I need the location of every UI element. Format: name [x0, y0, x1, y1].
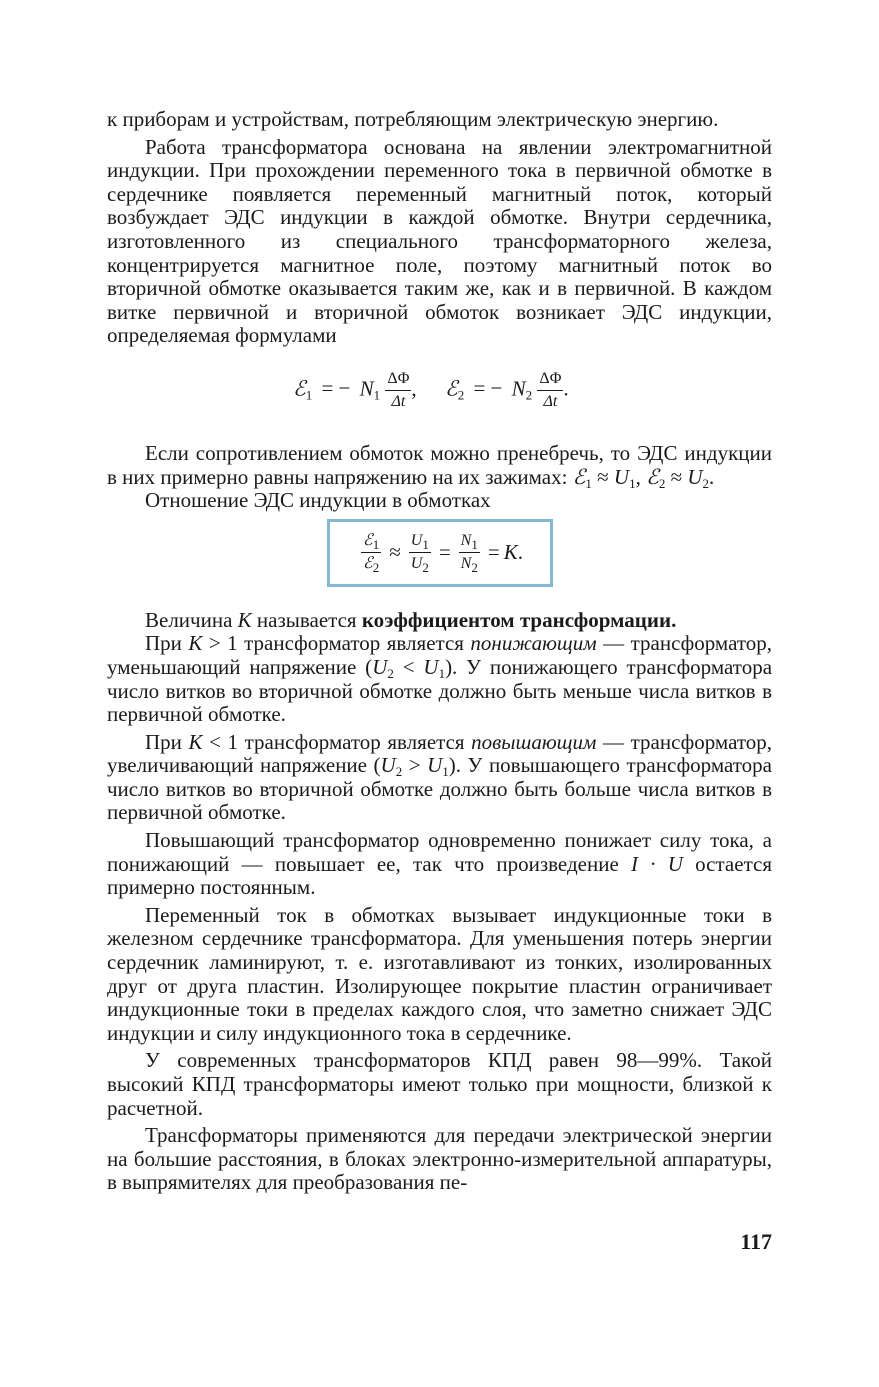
paragraph-4: Величина K называется коэффициентом трансформации. [145, 607, 677, 632]
fraction-dphi-dt-1: $\frac{\Delta\Phi}{\Delta t}$ [387, 369, 410, 410]
fraction-dphi-dt-2: $\frac{\Delta\Phi}{\Delta t}$ [539, 369, 562, 410]
paragraph-6: При K < 1 трансформатор является повышающим — трансформатор, увеличивающий напряжение $(U_2 > U_1)$. У повышающего трансформатора число витков во вторичной обмотке должно быть больше числа витков в первичной обмотке. [107, 729, 773, 825]
paragraph-3: Отношение ЭДС индукции в обмотках [145, 488, 491, 513]
page-number: 117 [740, 1229, 772, 1254]
ratio-formula-block [107, 519, 772, 591]
paragraph-0: к приборам и устройствам, потребляющим электрическую энергию. [107, 107, 719, 131]
paragraph-2: Если сопротивлением обмоток можно пренебречь, то ЭДС индукции в них примерно равны напряжению на их зажимах: ℰ$_1$ ≈ $U_1$, ℰ$_2$ ≈ $U_2$. [107, 440, 772, 491]
fraction-voltage: $\frac{U_1}{U_2}$ [410, 532, 429, 576]
emf-formula-2: ℰ$_2$ = − $N_2$ $\frac{\Delta\Phi}{\Delta t}$ . [445, 368, 569, 413]
paragraph-10: Трансформаторы применяются для передачи электрической энергии на большие расстояния, в блоках электронно-измерительной аппаратуры, в выпрямителях для преобразования пе- [107, 1123, 772, 1195]
emf-formulas [107, 354, 772, 434]
fraction-emf: $\frac{ℰ_1}{ℰ_2}$ [363, 532, 380, 576]
emf-formula-1: ℰ$_1$ = − $N_1$ $\frac{\Delta\Phi}{\Delta t}$ , [293, 368, 417, 413]
ratio-formula-box: $\frac{ℰ_1}{ℰ_2}$ ≈ $\frac{U_1}{U_2}$ = $\frac{N_1}{N_2}$ = K . [327, 519, 553, 587]
paragraph-8: Переменный ток в обмотках вызывает индукционные токи в железном сердечнике трансформатора. Для уменьшения потерь энергии сердечник ламинируют, т. е. изготавливают из тонких, изолированных друг от друга пластин. Изолирующее покрытие пластин ограничивает индукционные токи в пределах каждого слоя, что заметно снижает ЭДС индукции и силу индукционного тока в сердечнике. [107, 902, 772, 1045]
paragraph-9: У современных трансформаторов КПД равен 98—99%. Такой высокий КПД трансформаторы имеют только при мощности, близкой к расчетной. [107, 1048, 772, 1120]
paragraph-7: Повышающий трансформатор одновременно понижает силу тока, а понижающий — повышает ее, так что произведение I · U остается примерно постоянным. [107, 828, 772, 900]
paragraph-5: При K > 1 трансформатор является понижающим — трансформатор, уменьшающий напряжение $(U_2 < U_1)$. У понижающего трансформатора число витков во вторичной обмотке должно быть меньше числа витков в первичной обмотке. [107, 631, 773, 727]
page-body [107, 108, 772, 1195]
fraction-turns: $\frac{N_1}{N_2}$ [460, 532, 478, 576]
paragraph-1: Работа трансформатора основана на явлении электромагнитной индукции. При прохождении переменного тока в первичной обмотке в сердечнике появляется переменный магнитный поток, который возбуждает ЭДС индукции в каждой обмотке. Внутри сердечника, изготовленного из специального трансформаторного железа, концентрируется магнитное поле, поэтому магнитный поток во вторичной обмотке оказывается таким же, как и в первичной. В каждом витке первичной и вторичной обмоток возникает ЭДС индукции, определяемая формулами [107, 134, 772, 348]
